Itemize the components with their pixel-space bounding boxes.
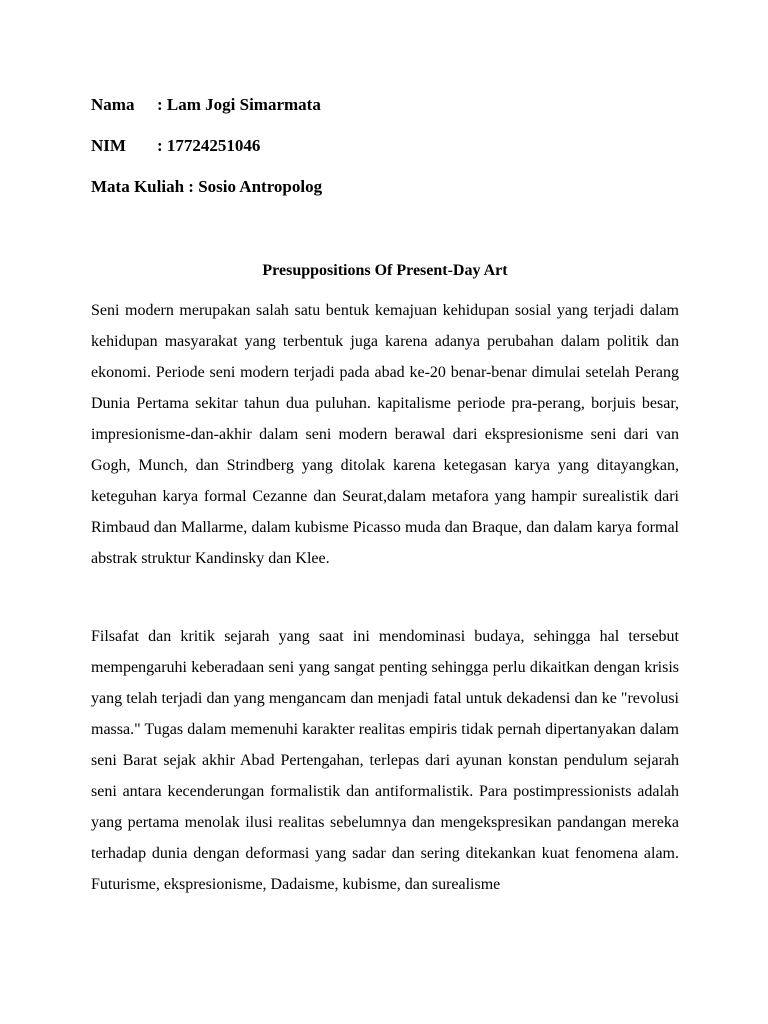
name-value: : Lam Jogi Simarmata	[157, 95, 321, 114]
name-label: Nama	[91, 95, 135, 114]
nim-value: : 17724251046	[157, 136, 261, 155]
student-name-line	[91, 94, 321, 116]
paragraph-2: Filsafat dan kritik sejarah yang saat ini mendominasi budaya, sehingga hal tersebut mempengaruhi keberadaan seni yang sangat penting sehingga perlu dikaitkan dengan krisis yang telah terjadi dan yang mengancam dan menjadi fatal untuk dekadensi dan ke "revolusi massa." Tugas dalam memenuhi karakter realitas empiris tidak pernah dipertanyakan dalam seni Barat sejak akhir Abad Pertengahan, terlepas dari ayunan konstan pendulum sejarah seni antara kecenderungan formalistik dan antiformalistik. Para postimpressionists adalah yang pertama menolak ilusi realitas sebelumnya dan mengekspresikan pandangan mereka terhadap dunia dengan deformasi yang sadar dan sering ditekankan kuat fenomena alam. Futurisme, ekspresionisme, Dadaisme, kubisme, dan surealisme	[91, 628, 679, 893]
nim-label: NIM	[91, 136, 126, 155]
student-nim-line	[91, 135, 260, 157]
course-line	[91, 176, 322, 198]
paragraph-1: Seni modern merupakan salah satu bentuk kemajuan kehidupan sosial yang terjadi dalam kehidupan masyarakat yang terbentuk juga karena adanya perubahan dalam politik dan ekonomi. Periode seni modern terjadi pada abad ke-20 benar-benar dimulai setelah Perang Dunia Pertama sekitar tahun dua puluhan. kapitalisme periode pra-perang, borjuis besar, impresionisme-dan-akhir dalam seni modern berawal dari ekspresionisme seni dari van Gogh, Munch, dan Strindberg yang ditolak karena ketegasan karya yang ditayangkan, keteguhan karya formal Cezanne dan Seurat,dalam metafora yang hampir surealistik dari Rimbaud dan Mallarme, dalam kubisme Picasso muda dan Braque, dan dalam karya formal abstrak struktur Kandinsky dan Klee.	[91, 302, 679, 567]
course-text: Mata Kuliah : Sosio Antropolog	[91, 177, 323, 196]
document-title: Presuppositions Of Present-Day Art	[262, 262, 508, 279]
